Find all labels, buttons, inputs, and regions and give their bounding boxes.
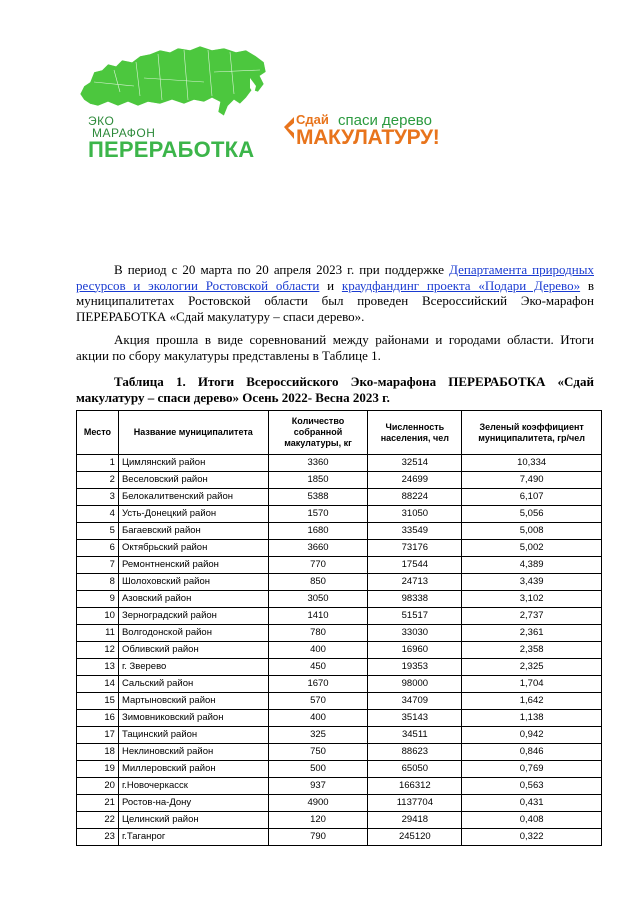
population-cell: 24699 <box>368 472 462 489</box>
rank-cell: 10 <box>77 608 119 625</box>
coefficient-cell: 2,358 <box>462 642 602 659</box>
table-caption: Таблица 1. Итоги Всероссийского Эко-марафона ПЕРЕРАБОТКА «Сдай макулатуру – спаси дерево» Осень 2022- Весна 2023 г. <box>76 374 594 405</box>
kg-cell: 325 <box>268 727 368 744</box>
population-cell: 34709 <box>368 693 462 710</box>
population-cell: 88224 <box>368 489 462 506</box>
name-cell: Октябрьский район <box>118 540 268 557</box>
header-coef: Зеленый коэффициент муниципалитета, гр/чел <box>462 411 602 455</box>
rank-cell: 8 <box>77 574 119 591</box>
coefficient-cell: 6,107 <box>462 489 602 506</box>
name-cell: Зерноградский район <box>118 608 268 625</box>
coefficient-cell: 0,846 <box>462 744 602 761</box>
intro-paragraph <box>76 262 594 324</box>
kg-cell: 500 <box>268 761 368 778</box>
name-cell: Сальский район <box>118 676 268 693</box>
kg-cell: 3660 <box>268 540 368 557</box>
kg-cell: 937 <box>268 778 368 795</box>
table-row <box>77 506 602 523</box>
rank-cell: 12 <box>77 642 119 659</box>
coefficient-cell: 3,102 <box>462 591 602 608</box>
crowdfunding-link[interactable]: краудфандинг проекта «Подари Дерево» <box>341 277 581 293</box>
coefficient-cell: 4,389 <box>462 557 602 574</box>
population-cell: 1137704 <box>368 795 462 812</box>
coefficient-cell: 0,769 <box>462 761 602 778</box>
name-cell: г.Таганрог <box>118 829 268 846</box>
rank-cell: 4 <box>77 506 119 523</box>
header-pop: Численность населения, чел <box>368 411 462 455</box>
table-row <box>77 455 602 472</box>
rank-cell: 21 <box>77 795 119 812</box>
results-table <box>76 410 602 846</box>
table-row <box>77 761 602 778</box>
population-cell: 29418 <box>368 812 462 829</box>
table-row <box>77 812 602 829</box>
rank-cell: 22 <box>77 812 119 829</box>
name-cell: Ремонтненский район <box>118 557 268 574</box>
coefficient-cell: 0,431 <box>462 795 602 812</box>
coefficient-cell: 1,138 <box>462 710 602 727</box>
population-cell: 88623 <box>368 744 462 761</box>
population-cell: 51517 <box>368 608 462 625</box>
rank-cell: 11 <box>77 625 119 642</box>
kg-cell: 3050 <box>268 591 368 608</box>
population-cell: 33030 <box>368 625 462 642</box>
intro-text-2: и <box>319 277 342 293</box>
table-row <box>77 574 602 591</box>
russia-map-icon <box>74 42 270 122</box>
logo-text-spasi-derevo: спаси дерево <box>338 112 432 129</box>
logo-text-makulaturu: МАКУЛАТУРУ! <box>296 126 440 149</box>
logo-text-sdai: Сдай <box>296 112 329 127</box>
department-link[interactable]: Департамента природных ресурсов и экологии Ростовской области <box>76 262 594 293</box>
name-cell: Усть-Донецкий район <box>118 506 268 523</box>
name-cell: Обливский район <box>118 642 268 659</box>
name-cell: Тацинский район <box>118 727 268 744</box>
population-cell: 98338 <box>368 591 462 608</box>
rank-cell: 14 <box>77 676 119 693</box>
table-row <box>77 795 602 812</box>
kg-cell: 770 <box>268 557 368 574</box>
kg-cell: 780 <box>268 625 368 642</box>
kg-cell: 120 <box>268 812 368 829</box>
name-cell: г. Зверево <box>118 659 268 676</box>
rank-cell: 3 <box>77 489 119 506</box>
rank-cell: 2 <box>77 472 119 489</box>
table-row <box>77 591 602 608</box>
table-row <box>77 472 602 489</box>
population-cell: 245120 <box>368 829 462 846</box>
kg-cell: 850 <box>268 574 368 591</box>
kg-cell: 400 <box>268 642 368 659</box>
eko-marathon-logo <box>74 42 270 162</box>
name-cell: Ростов-на-Дону <box>118 795 268 812</box>
coefficient-cell: 0,322 <box>462 829 602 846</box>
name-cell: г.Новочеркасск <box>118 778 268 795</box>
population-cell: 35143 <box>368 710 462 727</box>
kg-cell: 1680 <box>268 523 368 540</box>
header-name: Название муниципалитета <box>118 411 268 455</box>
rank-cell: 17 <box>77 727 119 744</box>
coefficient-cell: 0,408 <box>462 812 602 829</box>
coefficient-cell: 5,002 <box>462 540 602 557</box>
name-cell: Белокалитвенский район <box>118 489 268 506</box>
kg-cell: 1570 <box>268 506 368 523</box>
kg-cell: 4900 <box>268 795 368 812</box>
coefficient-cell: 7,490 <box>462 472 602 489</box>
kg-cell: 570 <box>268 693 368 710</box>
table-row <box>77 557 602 574</box>
population-cell: 24713 <box>368 574 462 591</box>
kg-cell: 1410 <box>268 608 368 625</box>
coefficient-cell: 3,439 <box>462 574 602 591</box>
table-row <box>77 642 602 659</box>
name-cell: Миллеровский район <box>118 761 268 778</box>
population-cell: 33549 <box>368 523 462 540</box>
table-row <box>77 727 602 744</box>
name-cell: Цимлянский район <box>118 455 268 472</box>
population-cell: 65050 <box>368 761 462 778</box>
name-cell: Неклиновский район <box>118 744 268 761</box>
table-row <box>77 676 602 693</box>
intro-text-1: В период с 20 марта по 20 апреля 2023 г. при поддержке <box>114 262 450 277</box>
rank-cell: 16 <box>77 710 119 727</box>
name-cell: Шолоховский район <box>118 574 268 591</box>
table-row <box>77 744 602 761</box>
name-cell: Зимовниковский район <box>118 710 268 727</box>
rank-cell: 19 <box>77 761 119 778</box>
population-cell: 19353 <box>368 659 462 676</box>
name-cell: Багаевский район <box>118 523 268 540</box>
arrow-icon <box>282 113 296 143</box>
rank-cell: 13 <box>77 659 119 676</box>
kg-cell: 400 <box>268 710 368 727</box>
population-cell: 31050 <box>368 506 462 523</box>
coefficient-cell: 5,008 <box>462 523 602 540</box>
rank-cell: 15 <box>77 693 119 710</box>
rank-cell: 9 <box>77 591 119 608</box>
table-row <box>77 540 602 557</box>
coefficient-cell: 2,325 <box>462 659 602 676</box>
table-row <box>77 625 602 642</box>
rank-cell: 20 <box>77 778 119 795</box>
kg-cell: 1670 <box>268 676 368 693</box>
table-row <box>77 829 602 846</box>
kg-cell: 1850 <box>268 472 368 489</box>
kg-cell: 750 <box>268 744 368 761</box>
coefficient-cell: 1,704 <box>462 676 602 693</box>
coefficient-cell: 10,334 <box>462 455 602 472</box>
table-row <box>77 659 602 676</box>
rank-cell: 18 <box>77 744 119 761</box>
coefficient-cell: 2,361 <box>462 625 602 642</box>
kg-cell: 3360 <box>268 455 368 472</box>
name-cell: Веселовский район <box>118 472 268 489</box>
rank-cell: 1 <box>77 455 119 472</box>
name-cell: Азовский район <box>118 591 268 608</box>
table-row <box>77 608 602 625</box>
population-cell: 32514 <box>368 455 462 472</box>
logo-text-marafon: МАРАФОН <box>92 126 156 140</box>
table-row <box>77 778 602 795</box>
name-cell: Мартыновский район <box>118 693 268 710</box>
header-kg: Количество собранной макулатуры, кг <box>268 411 368 455</box>
kg-cell: 450 <box>268 659 368 676</box>
rank-cell: 7 <box>77 557 119 574</box>
name-cell: Целинский район <box>118 812 268 829</box>
table-row <box>77 710 602 727</box>
header-rank: Место <box>77 411 119 455</box>
coefficient-cell: 5,056 <box>462 506 602 523</box>
table-row <box>77 489 602 506</box>
coefficient-cell: 0,563 <box>462 778 602 795</box>
table-row <box>77 693 602 710</box>
rank-cell: 6 <box>77 540 119 557</box>
results-paragraph: Акция прошла в виде соревнований между районами и городами области. Итоги акции по сбору макулатуры представлены в Таблице 1. <box>76 332 594 363</box>
table-row <box>77 523 602 540</box>
intro-text-3: в муниципалитетах Ростовской области был проведен Всероссийский Эко-марафон ПЕРЕРАБОТКА «Сдай макулатуру – спаси дерево». <box>76 277 595 324</box>
logo-text-eko: ЭКО <box>88 114 115 128</box>
population-cell: 166312 <box>368 778 462 795</box>
rank-cell: 5 <box>77 523 119 540</box>
logo-text-pererabotka: ПЕРЕРАБОТКА <box>88 137 255 162</box>
population-cell: 17544 <box>368 557 462 574</box>
population-cell: 34511 <box>368 727 462 744</box>
coefficient-cell: 2,737 <box>462 608 602 625</box>
kg-cell: 790 <box>268 829 368 846</box>
name-cell: Волгодонской район <box>118 625 268 642</box>
table-header-row <box>77 411 602 455</box>
coefficient-cell: 0,942 <box>462 727 602 744</box>
population-cell: 16960 <box>368 642 462 659</box>
population-cell: 73176 <box>368 540 462 557</box>
coefficient-cell: 1,642 <box>462 693 602 710</box>
rank-cell: 23 <box>77 829 119 846</box>
kg-cell: 5388 <box>268 489 368 506</box>
sdai-makulaturu-logo <box>282 108 462 158</box>
population-cell: 98000 <box>368 676 462 693</box>
